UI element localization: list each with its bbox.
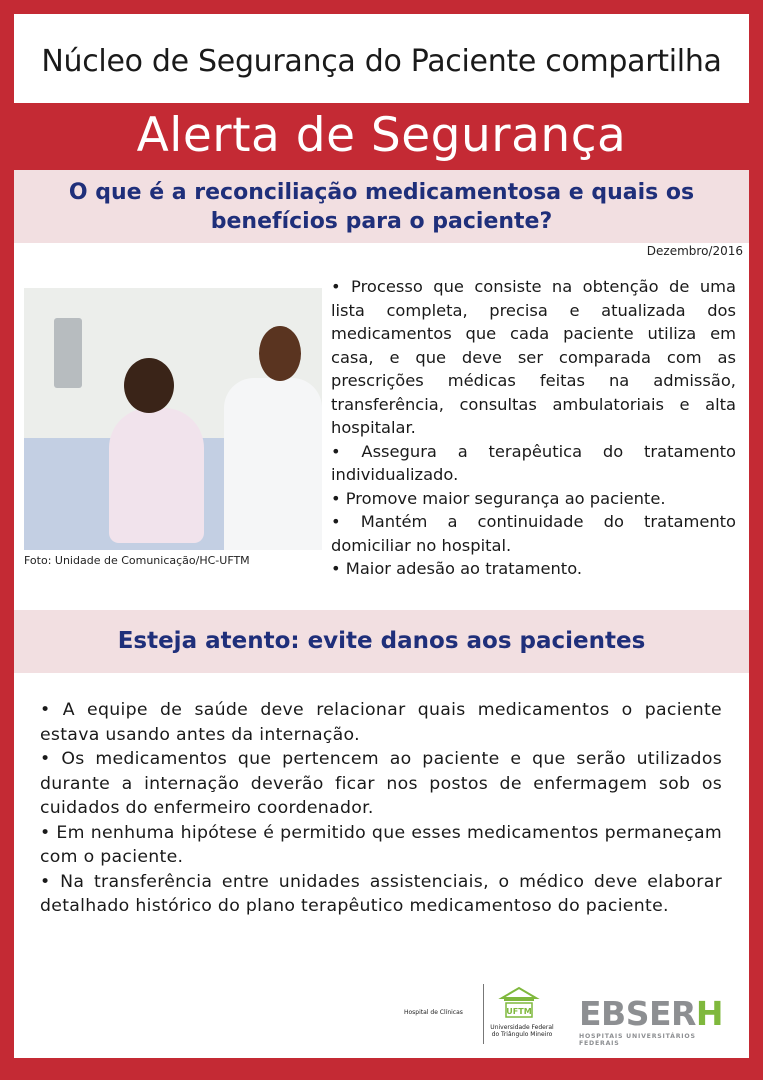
- photo-equipment: [54, 318, 82, 388]
- benefits-list: [331, 275, 736, 581]
- uftm-building-icon: [494, 984, 544, 1024]
- benefit-item: • Processo que consiste na obtenção de uma lista completa, precisa e atualizada dos medicamentos que cada paciente utiliza em casa, e que deve ser comparada com as prescrições médicas feitas na admissão, transferência, consultas ambulatoriais e alta hospitalar.: [331, 277, 736, 437]
- benefit-item: • Assegura a terapêutica do tratamento individualizado.: [331, 441, 736, 484]
- question-line-1: O que é a reconciliação medicamentosa e quais os: [68, 180, 695, 205]
- section-band: [14, 610, 749, 673]
- university-name: Universidade Federal do Triângulo Mineiro: [490, 1024, 554, 1038]
- question-band: [14, 170, 749, 243]
- top-banner: [14, 14, 749, 103]
- hc-label: Hospital de Clínicas: [404, 1009, 463, 1016]
- question-line-2: benefícios para o paciente?: [210, 209, 553, 234]
- warning-item: • A equipe de saúde deve relacionar quais medicamentos o paciente estava usando antes da internação.: [40, 700, 722, 745]
- warning-item: • Em nenhuma hipótese é permitido que esses medicamentos permaneçam com o paciente.: [40, 822, 722, 867]
- content-panel: [14, 170, 749, 1058]
- photo-pharmacist-body: [224, 378, 322, 550]
- ebserh-wordmark: [579, 996, 739, 1032]
- section-heading: Esteja atento: evite danos aos pacientes: [117, 628, 646, 654]
- warning-item: • Na transferência entre unidades assistenciais, o médico deve elaborar detalhado histórico do plano terapêutico medicamentoso do paciente.: [40, 871, 722, 916]
- banner-text: Núcleo de Segurança do Paciente compartilha: [41, 44, 722, 79]
- date-label: Dezembro/2016: [646, 244, 743, 258]
- ebserh-logo: [579, 996, 739, 1046]
- ebserh-main: EBSER: [579, 994, 696, 1033]
- warning-item: • Os medicamentos que pertencem ao paciente e que serão utilizados durante a internação deverão ficar nos postos de enfermagem sob os cuidados do enfermeiro coordenador.: [40, 749, 722, 818]
- benefit-item: • Promove maior segurança ao paciente.: [331, 488, 666, 508]
- ebserh-subtitle: HOSPITAIS UNIVERSITÁRIOS FEDERAIS: [579, 1033, 696, 1047]
- patient-photo: [24, 288, 322, 550]
- photo-caption: Foto: Unidade de Comunicação/HC-UFTM: [24, 554, 250, 567]
- alert-title: Alerta de Segurança: [136, 108, 627, 163]
- uftm-logo-text: UFTM: [506, 1007, 532, 1016]
- ebserh-h: H: [695, 994, 724, 1033]
- benefit-item: • Mantém a continuidade do tratamento domiciliar no hospital.: [331, 512, 736, 555]
- photo-pharmacist-head: [259, 326, 301, 381]
- hc-uftm-logo: [404, 984, 584, 1046]
- benefit-item: • Maior adesão ao tratamento.: [331, 559, 583, 578]
- warnings-list: [40, 698, 722, 919]
- logo-divider: [483, 984, 484, 1044]
- question-heading: [14, 178, 749, 236]
- photo-patient-head: [124, 358, 174, 413]
- photo-patient-body: [109, 408, 204, 543]
